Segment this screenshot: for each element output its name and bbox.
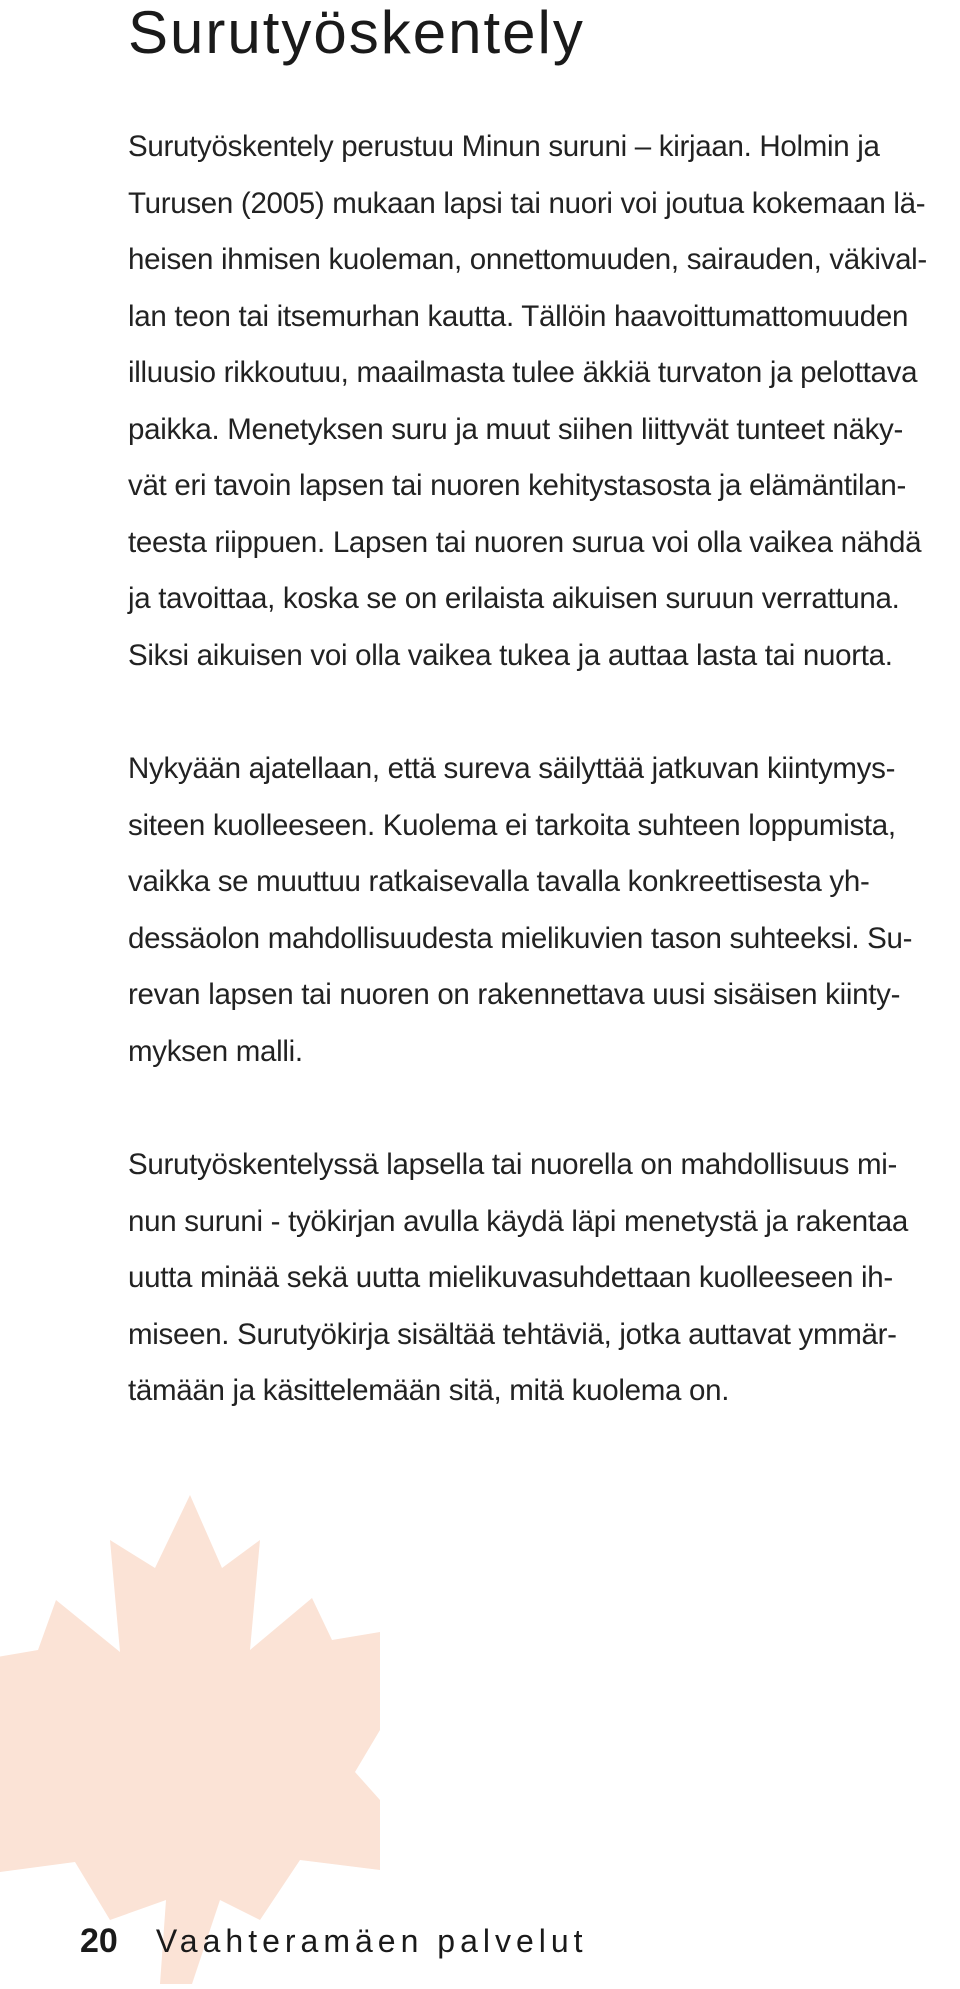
text-line: Surutyöskentely perustuu Minun suruni – kirjaan. Holmin ja xyxy=(128,130,880,163)
text-line: miseen. Surutyökirja sisältää tehtäviä, jotka auttavat ymmär- xyxy=(128,1317,897,1351)
text-line: myksen malli. xyxy=(128,1034,303,1068)
text-line: Surutyöskentelyssä lapsella tai nuorella on mahdollisuus mi- xyxy=(128,1148,898,1181)
page-title: Surutyöskentely xyxy=(128,0,585,66)
paragraph-3 xyxy=(128,1137,958,1420)
maple-leaf-watermark xyxy=(0,1400,380,1984)
text-line: heisen ihmisen kuoleman, onnettomuuden, sairauden, väkival- xyxy=(128,243,927,276)
text-line: uutta minää sekä uutta mielikuvasuhdettaan kuolleeseen ih- xyxy=(128,1261,893,1294)
text-line: vät eri tavoin lapsen tai nuoren kehitystasosta ja elämäntilan- xyxy=(128,469,907,502)
paragraph-1 xyxy=(128,119,958,684)
text-line: Siksi aikuisen voi olla vaikea tukea ja auttaa lasta tai nuorta. xyxy=(128,638,893,672)
text-line: tämään ja käsittelemään sitä, mitä kuolema on. xyxy=(128,1374,730,1407)
text-line: teesta riippuen. Lapsen tai nuoren surua voi olla vaikea nähdä xyxy=(128,525,922,559)
page-footer xyxy=(80,1922,588,1961)
footer-brand: Vaahteramäen palvelut xyxy=(155,1923,588,1959)
text-line: dessäolon mahdollisuudesta mielikuvien tason suhteeksi. Su- xyxy=(128,921,913,955)
text-line: siteen kuolleeseen. Kuolema ei tarkoita suhteen loppumista, xyxy=(128,808,896,842)
text-line: ja tavoittaa, koska se on erilaista aikuisen suruun verrattuna. xyxy=(128,582,900,615)
text-line: lan teon tai itsemurhan kautta. Tällöin haavoittumattomuuden xyxy=(128,299,909,333)
text-line: Turusen (2005) mukaan lapsi tai nuori voi joutua kokemaan lä- xyxy=(128,186,926,220)
text-line: Nykyään ajatellaan, että sureva säilyttää jatkuvan kiintymys- xyxy=(128,752,896,785)
text-line: nun suruni - työkirjan avulla käydä läpi menetystä ja rakentaa xyxy=(128,1204,908,1238)
maple-leaf-icon xyxy=(0,1400,380,1984)
text-line: illuusio rikkoutuu, maailmasta tulee äkkiä turvaton ja pelottava xyxy=(128,356,918,389)
text-line: vaikka se muuttuu ratkaisevalla tavalla konkreettisesta yh- xyxy=(128,865,870,898)
article-body xyxy=(128,119,958,1420)
text-line: paikka. Menetyksen suru ja muut siihen liittyvät tunteet näky- xyxy=(128,412,904,446)
page-number: 20 xyxy=(80,1922,118,1960)
text-line: revan lapsen tai nuoren on rakennettava uusi sisäisen kiinty- xyxy=(128,978,901,1011)
paragraph-2 xyxy=(128,741,958,1080)
